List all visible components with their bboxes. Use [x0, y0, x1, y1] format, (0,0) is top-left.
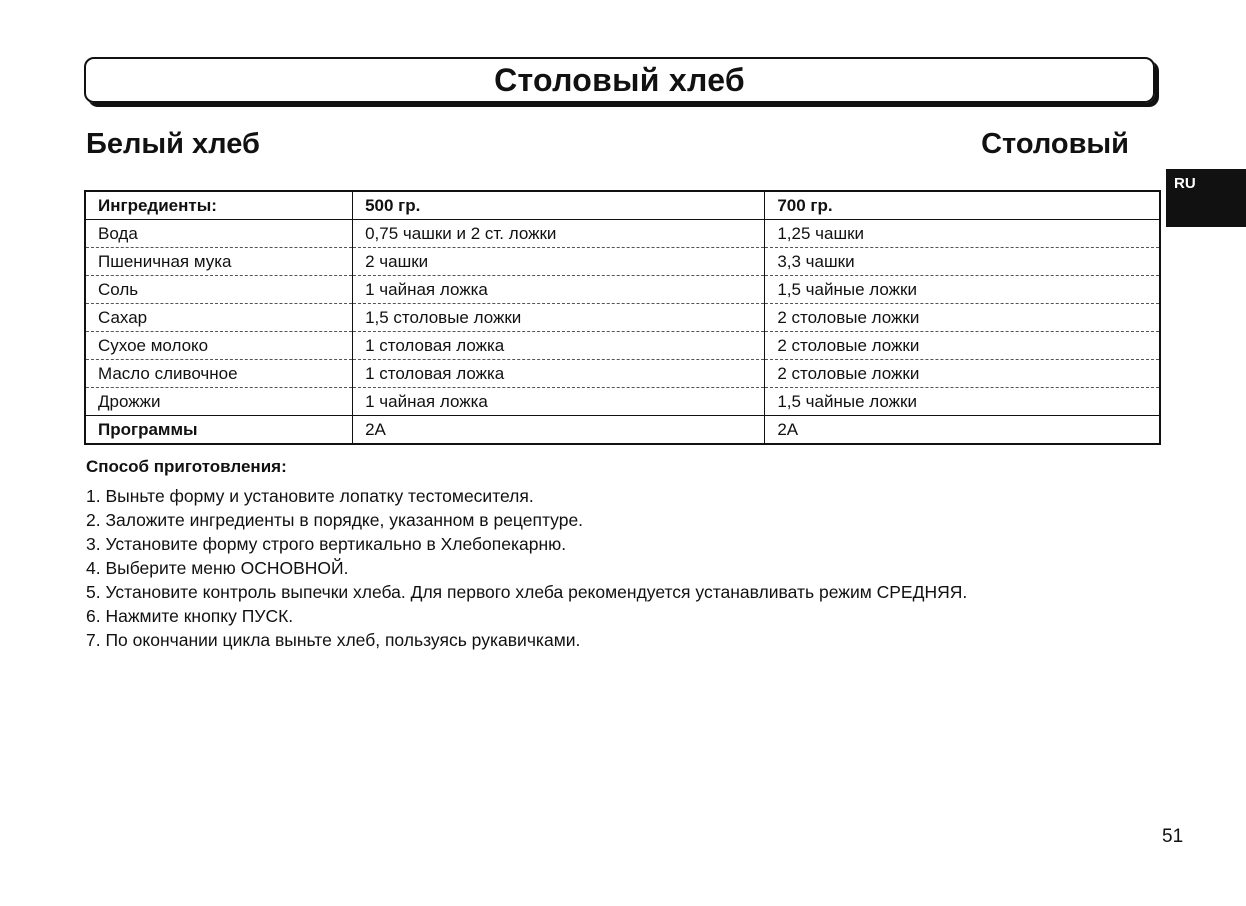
ingredient-name: Сухое молоко — [85, 332, 353, 360]
amount-700g: 2 столовые ложки — [765, 360, 1160, 388]
table-row — [85, 276, 1160, 304]
table-row — [85, 360, 1160, 388]
subtitle-table-bread: Столовый — [981, 128, 1129, 160]
subtitle-white-bread: Белый хлеб — [86, 128, 260, 160]
method-title: Способ приготовления: — [86, 457, 287, 476]
amount-700g: 1,25 чашки — [765, 220, 1160, 248]
list-item: 1. Выньте форму и установите лопатку тестомесителя. — [86, 486, 534, 506]
table-row — [85, 220, 1160, 248]
programs-label: Программы — [85, 416, 353, 445]
list-item: 7. По окончании цикла выньте хлеб, пользуясь рукавичками. — [86, 630, 581, 650]
ingredient-name: Вода — [85, 220, 353, 248]
amount-700g: 2 столовые ложки — [765, 304, 1160, 332]
language-tab: RU — [1166, 169, 1246, 227]
ingredient-name: Пшеничная мука — [85, 248, 353, 276]
table-row — [85, 304, 1160, 332]
ingredient-name: Сахар — [85, 304, 353, 332]
programs-row — [85, 416, 1160, 445]
amount-700g: 3,3 чашки — [765, 248, 1160, 276]
method-steps — [86, 484, 967, 652]
amount-700g: 2 столовые ложки — [765, 332, 1160, 360]
table-row — [85, 388, 1160, 416]
ingredient-name: Соль — [85, 276, 353, 304]
amount-700g: 1,5 чайные ложки — [765, 388, 1160, 416]
header-700g: 700 гр. — [765, 191, 1160, 220]
page-title: Столовый хлеб — [494, 61, 745, 98]
list-item: 2. Заложите ингредиенты в порядке, указанном в рецептуре. — [86, 510, 584, 530]
amount-500g: 1 чайная ложка — [353, 276, 765, 304]
table-row — [85, 332, 1160, 360]
table-row — [85, 248, 1160, 276]
header-ingredients: Ингредиенты: — [85, 191, 353, 220]
amount-500g: 0,75 чашки и 2 ст. ложки — [353, 220, 765, 248]
list-item: 5. Установите контроль выпечки хлеба. Для первого хлеба рекомендуется устанавливать режим СРЕДНЯЯ. — [86, 582, 968, 602]
ingredient-name: Масло сливочное — [85, 360, 353, 388]
title-box — [84, 57, 1155, 103]
page-number: 51 — [1162, 826, 1184, 847]
header-500g: 500 гр. — [353, 191, 765, 220]
list-item: 6. Нажмите кнопку ПУСК. — [86, 606, 294, 626]
table-header-row — [85, 191, 1160, 220]
amount-500g: 1 столовая ложка — [353, 332, 765, 360]
list-item: 4. Выберите меню ОСНОВНОЙ. — [86, 558, 349, 578]
amount-500g: 1,5 столовые ложки — [353, 304, 765, 332]
list-item: 3. Установите форму строго вертикально в Хлебопекарню. — [86, 534, 567, 554]
amount-500g: 1 чайная ложка — [353, 388, 765, 416]
ingredients-table — [84, 190, 1161, 445]
amount-500g: 1 столовая ложка — [353, 360, 765, 388]
program-500g: 2A — [353, 416, 765, 445]
amount-700g: 1,5 чайные ложки — [765, 276, 1160, 304]
amount-500g: 2 чашки — [353, 248, 765, 276]
program-700g: 2A — [765, 416, 1160, 445]
ingredient-name: Дрожжи — [85, 388, 353, 416]
